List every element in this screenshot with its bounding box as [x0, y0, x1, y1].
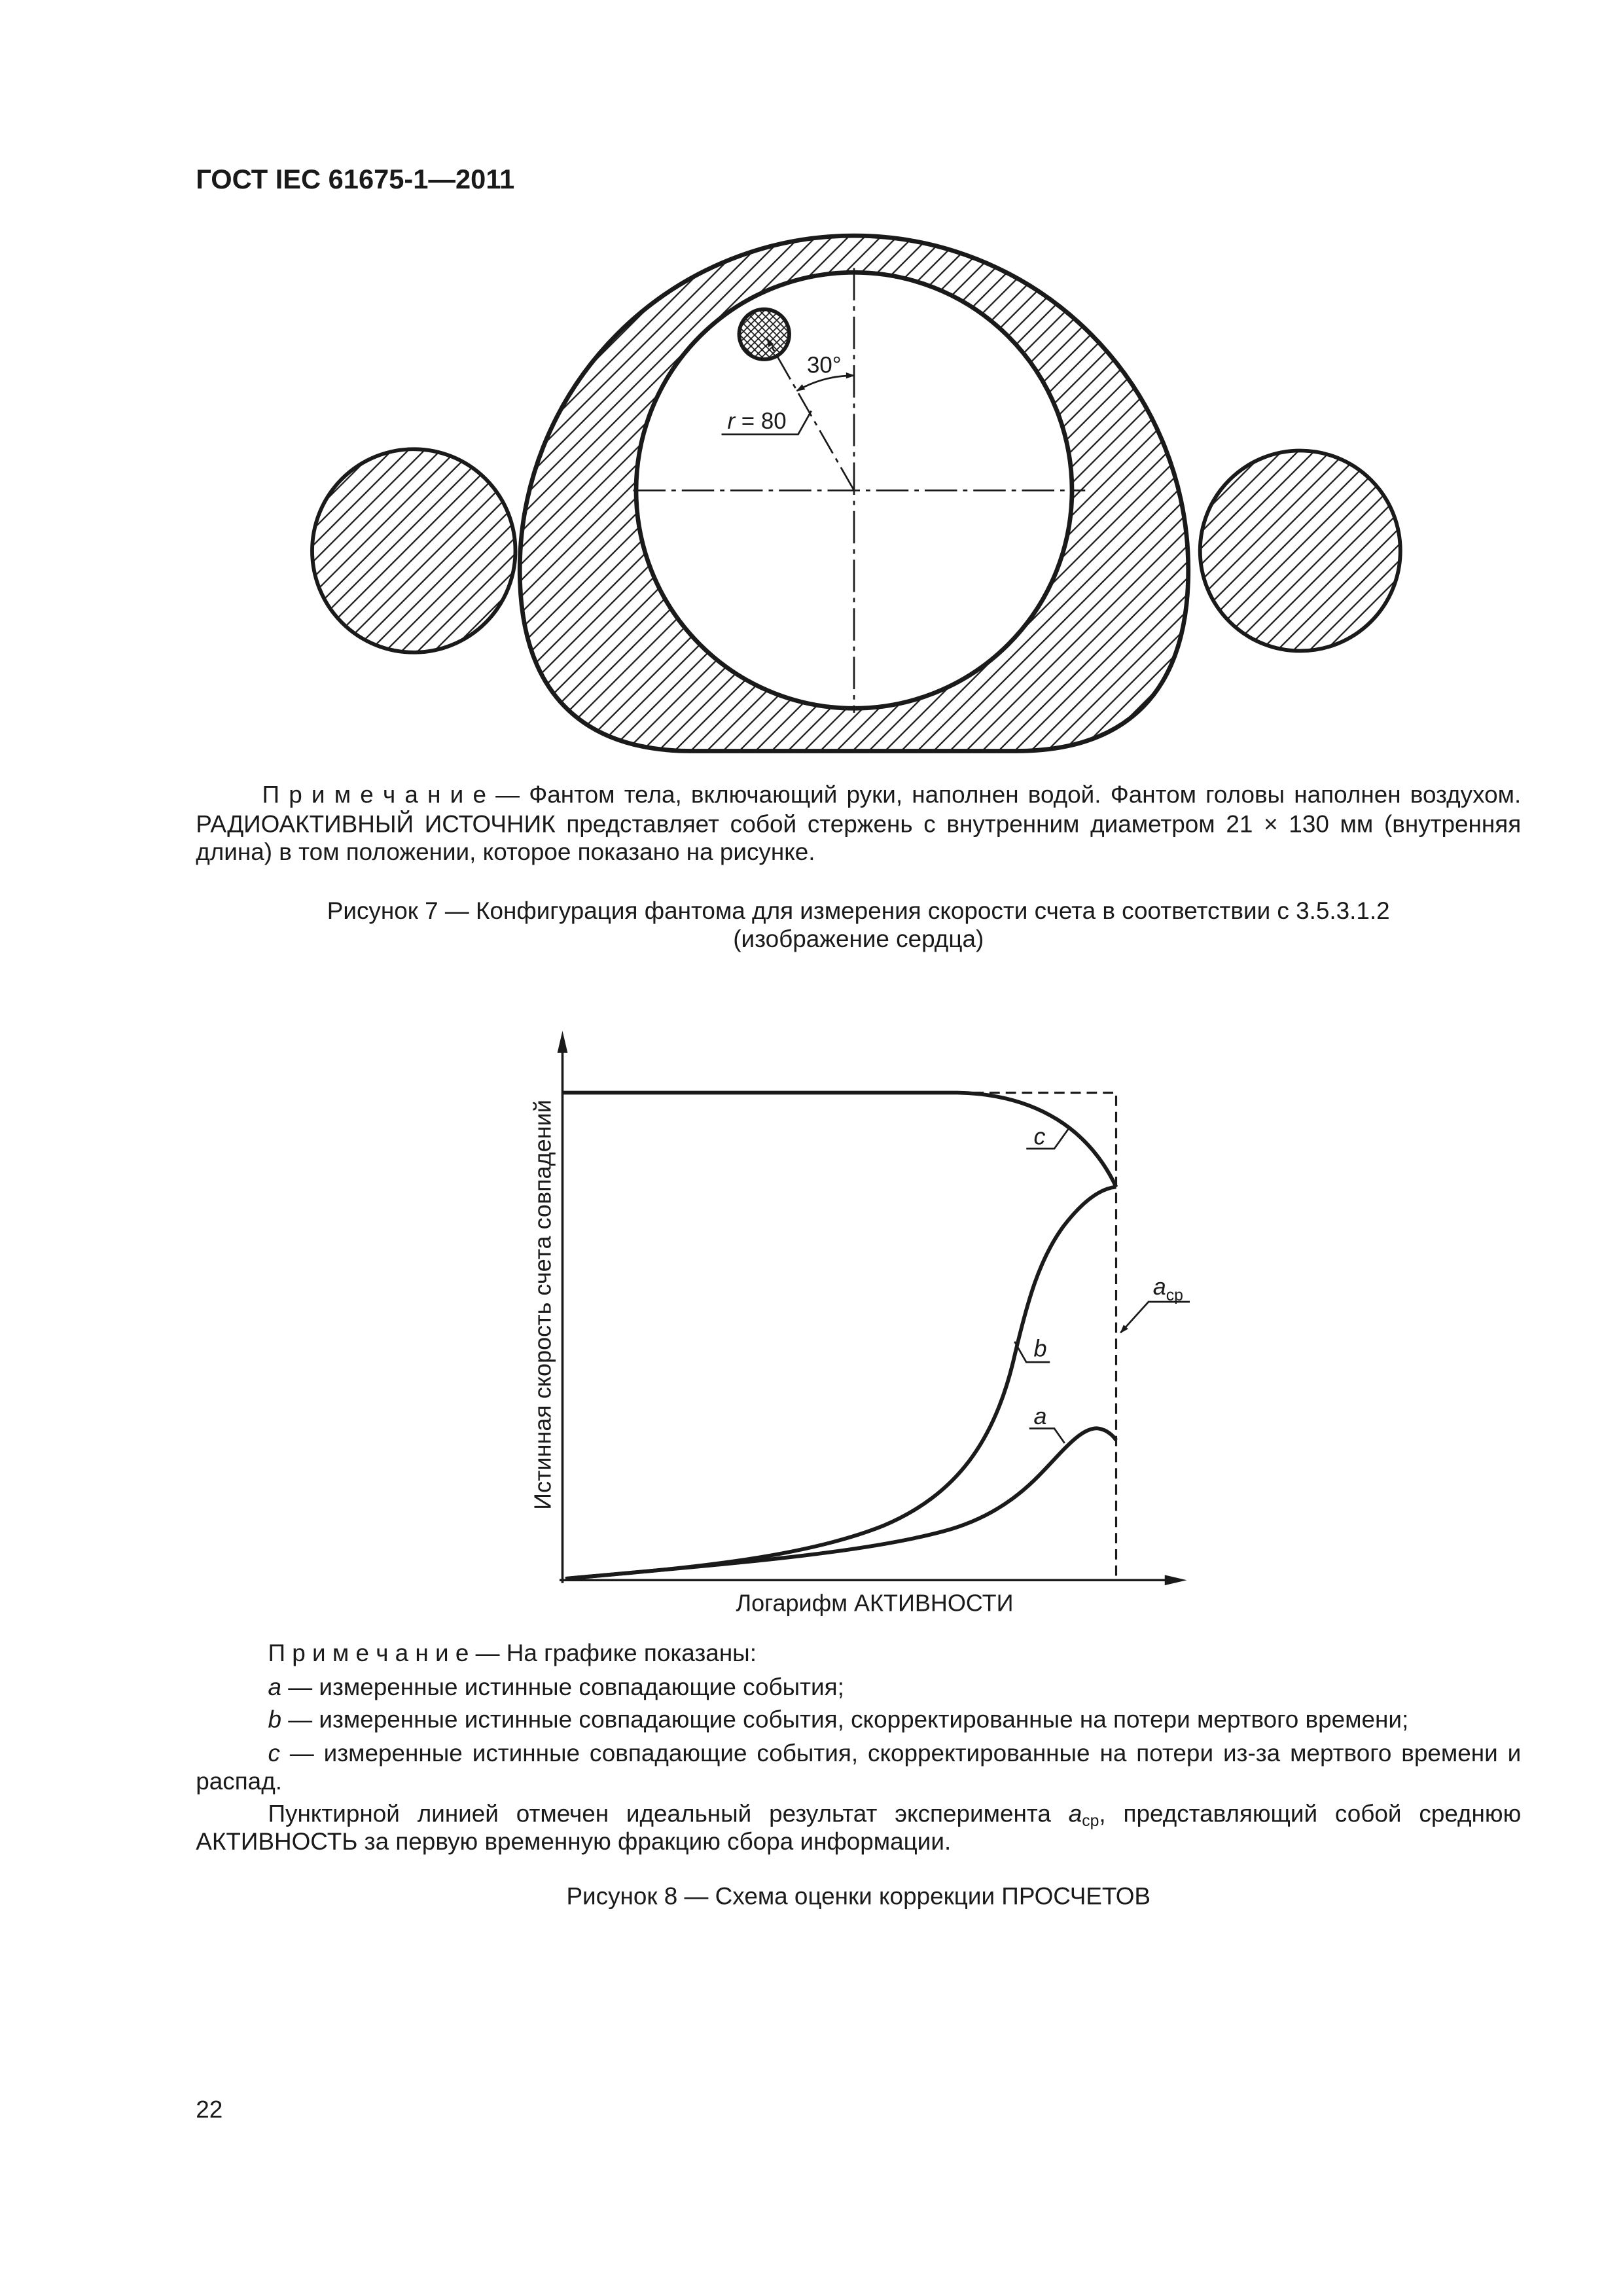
item-b-letter: b — [268, 1706, 282, 1734]
figure-7-caption-line-1: Рисунок 7 — Конфигурация фантома для измерения скорости счета в соответствии с 3.5.3.1.2 — [327, 898, 1390, 925]
left-arm-phantom — [312, 449, 516, 653]
curve-a-leader — [1029, 1429, 1065, 1444]
page-number: 22 — [196, 2097, 223, 2124]
curve-c-letter: c — [1033, 1122, 1046, 1150]
curve-b — [565, 1187, 1116, 1579]
dashed-line-label — [1153, 1273, 1183, 1304]
figure-8-caption: Рисунок 8 — Схема оценки коррекции ПРОСЧЕТОВ — [566, 1883, 1151, 1910]
item-c-letter: c — [268, 1740, 280, 1767]
figure-7-caption-line-2: (изображение сердца) — [733, 926, 984, 953]
radius-value: = 80 — [735, 408, 787, 434]
figure-8-graph — [501, 1016, 1222, 1635]
dashed-line-text-var: a — [1068, 1801, 1082, 1828]
y-axis-arrow — [558, 1031, 568, 1053]
dashed-line-label-sub: ср — [1166, 1286, 1183, 1304]
radius-label — [728, 408, 787, 434]
dashed-line-label-leader — [1120, 1302, 1190, 1333]
curve-a — [565, 1428, 1116, 1579]
figure-8-note-item-c — [268, 1739, 1522, 1768]
figure-7-phantom-drawing — [294, 221, 1429, 766]
curve-b-letter: b — [1033, 1335, 1047, 1362]
figure-7-note-line-1: П р и м е ч а н и е — Фантом тела, включающий руки, наполнен водой. Фантом головы наполнен воздухом. — [262, 781, 1522, 809]
right-arm-phantom — [1200, 451, 1400, 651]
figure-8-note-item-b — [268, 1706, 1522, 1735]
dashed-line-text-after: , представляющий собой среднюю — [1099, 1801, 1522, 1828]
figure-8-note-item-a — [268, 1673, 1522, 1702]
item-a-letter: a — [268, 1674, 282, 1701]
dashed-line-text-before: Пунктирной линией отмечен идеальный результат эксперимента — [268, 1801, 1069, 1828]
figure-8-note-dashed-line-continuation: АКТИВНОСТЬ за первую временную фракцию сбора информации. — [196, 1829, 952, 1856]
curve-c-leader — [1026, 1128, 1069, 1149]
figure-8-note-heading: П р и м е ч а н и е — На графике показаны: — [268, 1640, 757, 1667]
x-axis-label: Логарифм АКТИВНОСТИ — [736, 1589, 1014, 1617]
figure-7-note-line-3: длина) в том положении, которое показано на рисунке. — [196, 839, 815, 866]
curve-c-label — [1034, 1122, 1046, 1149]
angle-label: 30° — [807, 352, 842, 378]
dashed-line-label-var: a — [1152, 1272, 1166, 1300]
curve-a-letter: a — [1033, 1402, 1047, 1429]
y-axis-label: Истинная скорость счета совпадений — [529, 1100, 556, 1510]
x-axis-arrow — [1165, 1575, 1187, 1585]
radius-variable: r — [727, 408, 736, 434]
item-c-text: — измеренные истинные совпадающие события, скорректированные на потери из-за мертвого времени и — [279, 1740, 1522, 1767]
document-header: ГОСТ IEC 61675-1—2011 — [196, 163, 515, 194]
curve-a-label — [1034, 1403, 1047, 1429]
figure-8-note-dashed-line — [268, 1800, 1522, 1829]
dashed-line-text-sub: ср — [1082, 1812, 1099, 1831]
radioactive-source-rod — [740, 310, 790, 360]
item-b-text: — измеренные истинные совпадающие события, скорректированные на потери мертвого времени; — [281, 1706, 1409, 1734]
item-a-text: — измеренные истинные совпадающие события; — [281, 1674, 844, 1701]
figure-7-note-line-2: РАДИОАКТИВНЫЙ ИСТОЧНИК представляет собой стержень с внутренним диаметром 21 × 130 мм (внутренняя — [196, 811, 1522, 838]
figure-8-note-item-c-continuation: распад. — [196, 1768, 282, 1795]
curve-b-label — [1034, 1335, 1047, 1361]
